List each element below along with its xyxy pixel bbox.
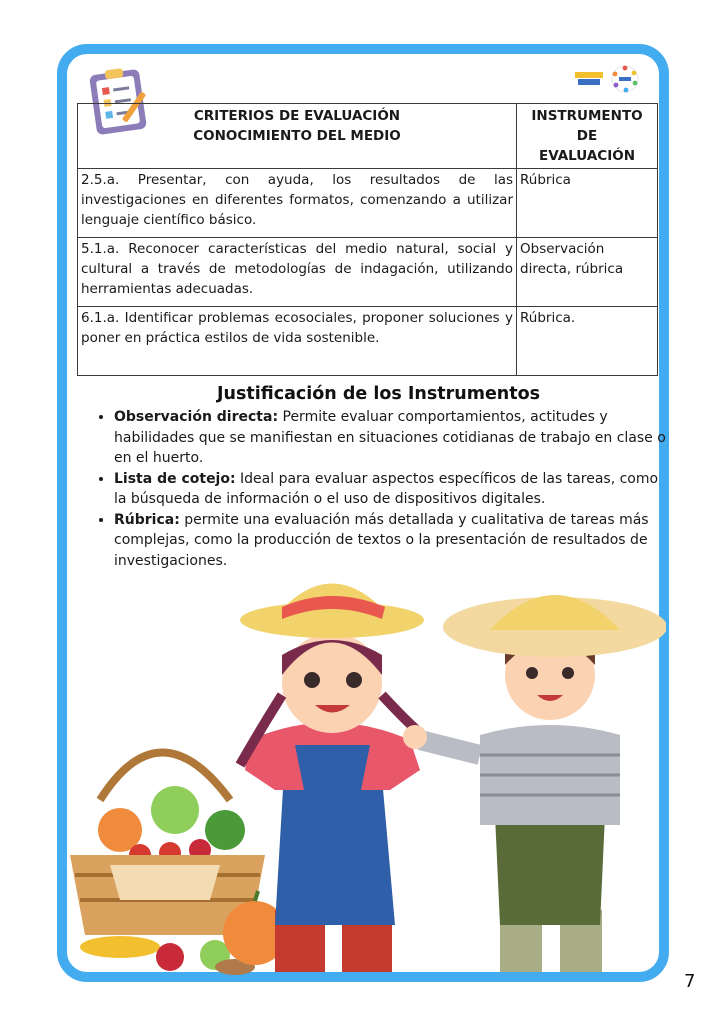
- table-row: [78, 307, 658, 376]
- criteria-header: CRITERIOS DE EVALUACIÓN CONOCIMIENTO DEL MEDIO: [78, 104, 517, 169]
- item-text: Ideal para evaluar aspectos específicos de las tareas, como la búsqueda de información o el uso de dispositivos digitales.: [114, 470, 659, 507]
- instrument-header: INSTRUMENTO DE EVALUACIÓN: [517, 104, 658, 169]
- vegetable-basket-icon: [70, 753, 287, 976]
- instrument-cell: Rúbrica: [517, 169, 658, 238]
- colorful-circle-logo: [610, 64, 640, 94]
- criterion-cell: 5.1.a. Reconocer características del medio natural, social y cultural a través de metodologías de indagación, utilizando herramientas adecuadas.: [78, 238, 517, 307]
- list-item: [114, 407, 669, 469]
- item-term: Observación directa:: [114, 409, 279, 425]
- page-number: 7: [684, 971, 696, 992]
- instrument-cell: Observación directa, rúbrica: [517, 238, 658, 307]
- item-term: Rúbrica:: [114, 511, 180, 528]
- table-row: [78, 238, 658, 307]
- item-term: Lista de cotejo:: [114, 470, 236, 487]
- boy-farmer-icon: [403, 595, 666, 972]
- criterion-cell: 6.1.a. Identificar problemas ecosociales, proponer soluciones y poner en práctica estilos de vida sostenible.: [78, 307, 517, 376]
- table-header-row: [78, 104, 658, 169]
- farmer-kids-illustration: [60, 555, 666, 975]
- justification-list: [94, 407, 669, 571]
- item-text: permite una evaluación más detallada y cualitativa de tareas más complejas, como la producción de textos o la presentación de resultados de investigaciones.: [114, 511, 649, 569]
- list-item: [114, 469, 669, 510]
- table-row: [78, 169, 658, 238]
- item-text: Permite evaluar comportamientos, actitudes y habilidades que se manifiestan en situaciones cotidianas de trabajo en clase o en el huerto.: [114, 409, 666, 466]
- instrument-cell: Rúbrica.: [517, 307, 658, 376]
- publisher-logo: [575, 70, 603, 88]
- evaluation-criteria-table: [77, 103, 658, 376]
- justification-title: Justificación de los Instrumentos: [217, 384, 541, 404]
- criterion-cell: 2.5.a. Presentar, con ayuda, los resultados de las investigaciones en diferentes formatos, comenzando a utilizar lenguaje científico básico.: [78, 169, 517, 238]
